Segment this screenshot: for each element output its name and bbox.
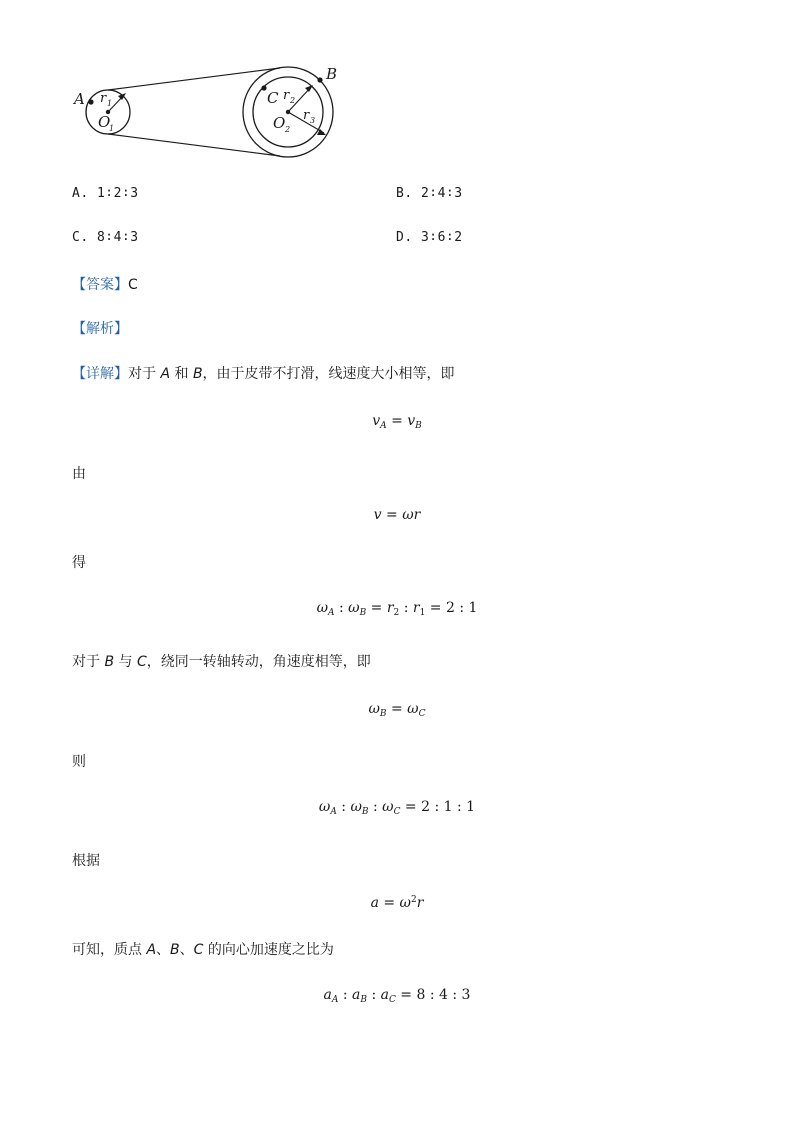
label-r2-sub: 2 xyxy=(290,96,296,105)
kz-var-b: B xyxy=(170,942,180,958)
label-c: C xyxy=(267,89,279,107)
label-b: B xyxy=(326,65,338,83)
step-genju: 根据 xyxy=(72,853,100,869)
option-d[interactable]: D. 3∶6∶2 xyxy=(396,230,463,245)
step-you: 由 xyxy=(72,466,86,482)
equation-omega-ratio-ab: $\omega_A$ : $\omega_B = r_2$ : $r_1 = 2$ : 1 xyxy=(316,600,478,618)
analysis-tag: 【解析】 xyxy=(72,321,128,337)
detail-var-b: B xyxy=(192,366,203,382)
answer-tag: 【答案】 xyxy=(72,277,128,293)
label-r1: r xyxy=(100,91,107,106)
point-a xyxy=(88,99,93,104)
kz-text-1: 可知，质点 xyxy=(72,942,147,958)
eq5-ratio: 2 : 1 : 1 xyxy=(421,799,476,815)
eq7-ratio: 8 : 4 : 3 xyxy=(416,987,471,1003)
kz-var-c: C xyxy=(193,942,204,958)
detail-text-2: 和 xyxy=(170,366,193,382)
equation-omega-ratio-abc: $\omega_A$ : $\omega_B$ : $\omega_C = 2$ : 1 : 1 xyxy=(318,799,476,817)
bc-var-c: C xyxy=(136,654,147,670)
kz-sep-1: 、 xyxy=(156,942,171,958)
equation-omega-b-c: $\omega_B = \omega_C$ xyxy=(368,701,426,719)
point-c xyxy=(261,85,266,90)
detail-text-1: 对于 xyxy=(128,366,161,382)
kz-text-2: 的向心加速度之比为 xyxy=(203,942,334,958)
detail-tag: 【详解】 xyxy=(72,366,128,382)
step-ze: 则 xyxy=(72,754,86,770)
belt-top xyxy=(108,68,280,90)
label-r3: r xyxy=(303,108,310,123)
answer-value: C xyxy=(128,277,138,293)
pulley-diagram xyxy=(60,55,360,175)
option-c[interactable]: C. 8∶4∶3 xyxy=(72,230,139,245)
detail-line xyxy=(72,363,455,383)
label-o1: O xyxy=(98,113,111,131)
step-de: 得 xyxy=(72,555,86,571)
label-o2-sub: 2 xyxy=(285,125,291,134)
detail-text-3: ，由于皮带不打滑，线速度大小相等，即 xyxy=(202,366,455,382)
kz-sep-2: 、 xyxy=(179,942,194,958)
bc-var-b: B xyxy=(104,654,115,670)
step-kezhi xyxy=(72,939,334,959)
bc-text-2: 与 xyxy=(114,654,137,670)
bc-text-1: 对于 xyxy=(72,654,105,670)
equation-v-omega-r: v = ωr xyxy=(373,507,421,523)
label-o2: O xyxy=(273,114,286,132)
arrow-r2-head xyxy=(305,85,313,92)
label-r3-sub: 3 xyxy=(310,116,316,125)
answer-line xyxy=(72,274,138,294)
equation-a-omega2-r: $a = \omega^2r$ xyxy=(370,895,424,911)
label-r1-sub: 1 xyxy=(107,99,113,108)
label-a: A xyxy=(74,90,85,108)
label-r2: r xyxy=(283,88,290,103)
arrow-r1-head xyxy=(118,93,126,100)
equation-a-ratio-abc: $a_A$ : $a_B$ : $a_C = 8$ : 4 : 3 xyxy=(323,987,471,1005)
kz-var-a: A xyxy=(146,942,157,958)
bc-text-3: ，绕同一转轴转动，角速度相等，即 xyxy=(146,654,371,670)
option-b[interactable]: B. 2∶4∶3 xyxy=(396,186,463,201)
point-b xyxy=(317,77,322,82)
option-a[interactable]: A. 1∶2∶3 xyxy=(72,186,139,201)
detail-var-a: A xyxy=(160,366,171,382)
eq3-ratio: 2 : 1 xyxy=(445,600,478,616)
equation-va-vb: $v_A = v_B$ xyxy=(372,413,422,431)
belt-bottom xyxy=(108,134,280,156)
step-bc xyxy=(72,651,371,671)
analysis-line xyxy=(72,318,128,338)
label-o1-sub: 1 xyxy=(109,124,115,133)
